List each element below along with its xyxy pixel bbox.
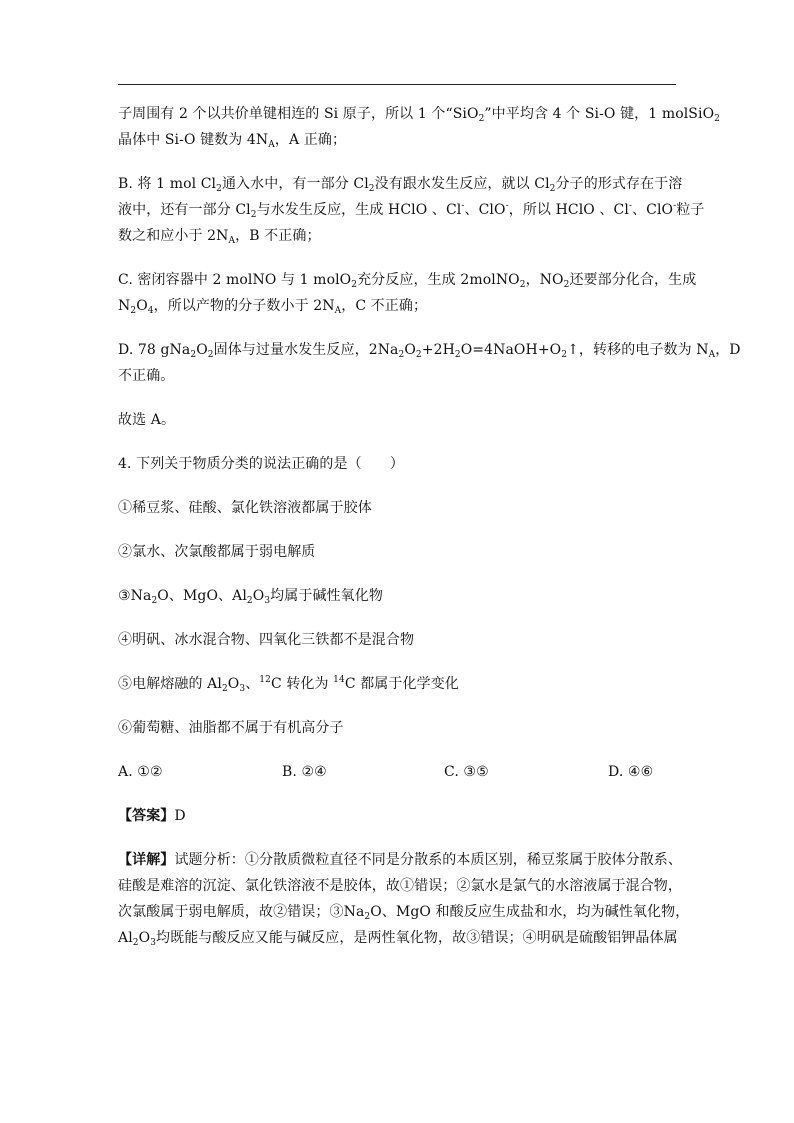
explanation-line-3: 次氯酸属于弱电解质，故②错误；$③Na_2O$、MgO 和酸反应生成盐和水，均为碱性氧化物， bbox=[118, 904, 690, 922]
analysis-d-line-2: 不正确。 bbox=[118, 368, 175, 384]
continuation-line-1: 子周围有 2 个以共价单键相连的 Si 原子，所以 1 个“SiO$_2$”中平均含 4 个 Si-O 键，1 molSiO$_2$ bbox=[118, 106, 720, 124]
question-item-3: $③Na_2O$、MgO、$Al_2O_3$均属于碱性氧化物 bbox=[118, 588, 383, 606]
question-item-6: ⑥葡萄糖、油脂都不属于有机高分子 bbox=[118, 720, 344, 736]
option-a: A. ①② bbox=[118, 764, 163, 780]
explanation-line-1: 【详解】试题分析：①分散质微粒直径不同是分散系的本质区别，稀豆浆属于胶体分散系、 bbox=[118, 852, 683, 868]
question-item-4: ④明矾、冰水混合物、四氧化三铁都不是混合物 bbox=[118, 632, 415, 648]
explanation-label: 【详解】 bbox=[118, 852, 175, 868]
explanation-line-4: $Al_2O_3$均既能与酸反应又能与碱反应，是两性氧化物，故③错误；④明矾是硫酸铝钾晶体属 bbox=[118, 930, 678, 948]
option-b: B. ②④ bbox=[282, 764, 327, 780]
document-body bbox=[118, 101, 741, 951]
question-item-5: ⑤电解熔融的 $Al_2O_3$、$^{12}$C 转化为 $^{14}$C 都属于化学变化 bbox=[118, 675, 459, 694]
header-rule bbox=[118, 84, 676, 85]
continuation-line-2: 晶体中 Si-O 键数为 $4N_A$，A 正确； bbox=[118, 132, 347, 150]
question-item-1: ①稀豆浆、硅酸、氯化铁溶液都属于胶体 bbox=[118, 500, 372, 516]
analysis-c-line-1: C. 密闭容器中 2 molNO 与 1 molO$_2$充分反应，生成 2molNO$_2$，$NO_2$还要部分化合，生成 bbox=[118, 272, 697, 290]
answer-options bbox=[118, 759, 678, 785]
option-d: D. ④⑥ bbox=[608, 764, 654, 780]
answer-line bbox=[118, 803, 678, 829]
question-stem: 4. 下列关于物质分类的说法正确的是（ ） bbox=[118, 456, 405, 472]
answer-value: D bbox=[174, 808, 186, 824]
conclusion: 故选 A。 bbox=[118, 412, 176, 428]
answer-label: 【答案】 bbox=[118, 808, 175, 824]
analysis-b-line-3: 数之和应小于 $2N_A$，B 不正确； bbox=[118, 228, 321, 246]
analysis-c-line-2: $N_2O_4$，所以产物的分子数小于 $2N_A$，C 不正确； bbox=[118, 298, 428, 316]
analysis-b-line-2: 液中，还有一部分 $Cl_2$与水发生反应，生成 HClO 、Cl-、ClO-，所以 HClO 、Cl-、ClO-粒子 bbox=[118, 201, 705, 220]
analysis-d-line-1: D. 78 $gNa_2O_2$固体与过量水发生反应，$2Na_2O_2+2H_2O=4NaOH+O_2↑$，转移的电子数为 $N_A$，D bbox=[118, 342, 741, 360]
explanation-line-2: 硅酸是难溶的沉淀、氯化铁溶液不是胶体，故①错误；②氯水是氯气的水溶液属于混合物， bbox=[118, 878, 682, 894]
question-item-2: ②氯水、次氯酸都属于弱电解质 bbox=[118, 544, 316, 560]
option-c: C. ③⑤ bbox=[444, 764, 489, 780]
analysis-b-line-1: B. 将 1 mol $Cl_2$通入水中，有一部分 $Cl_2$没有跟水发生反应，就以 $Cl_2$分子的形式存在于溶 bbox=[118, 176, 683, 194]
